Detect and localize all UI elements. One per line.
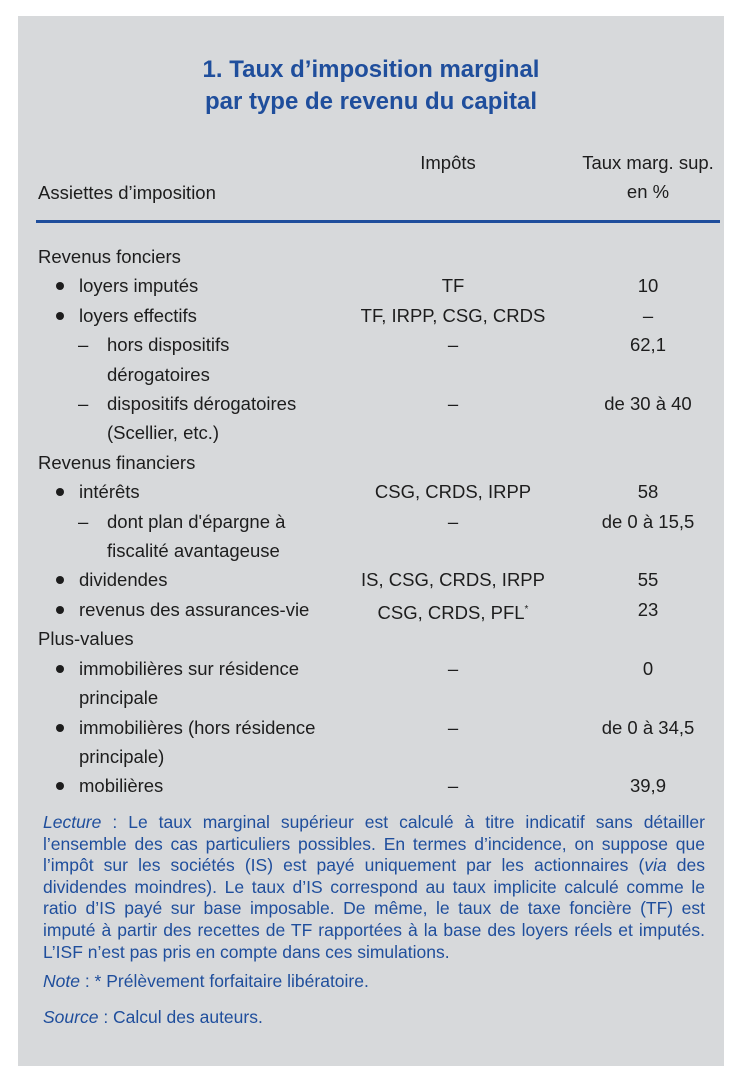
- table-row: [18, 713, 724, 772]
- row-rate: 58: [637, 481, 659, 503]
- lecture-text-1: : Le taux marginal supérieur est calculé à titre indicatif sans détailler l’ensemble des cas particuliers possibles. En termes d’incidence, on suppose que l’impôt sur les sociétés (IS) est payé uniquement par les actionnaires (: [43, 812, 705, 876]
- row-taxes-text: TF, IRPP, CSG, CRDS: [360, 304, 546, 326]
- row-label: [18, 242, 358, 271]
- row-label-line: principale: [79, 687, 159, 709]
- table-row: [18, 624, 724, 653]
- row-label-line: – dont plan d'épargne à: [107, 510, 286, 532]
- row-taxes: [333, 595, 573, 628]
- row-label-line: (Scellier, etc.): [107, 422, 220, 444]
- row-label-line: Revenus fonciers: [38, 246, 181, 267]
- row-taxes-text: –: [447, 393, 459, 415]
- table-row: [18, 301, 724, 330]
- row-label-line: immobilières (hors résidence: [79, 716, 316, 738]
- note-text: : * Prélèvement forfaitaire libératoire.: [79, 971, 369, 992]
- row-label: [18, 477, 379, 506]
- row-rate: de 30 à 40: [604, 393, 692, 415]
- row-rate: 23: [637, 598, 659, 620]
- row-label: [18, 507, 367, 566]
- row-label-line: Revenus financiers: [38, 451, 196, 473]
- row-label: [18, 448, 358, 477]
- source-text: : Calcul des auteurs.: [98, 1006, 263, 1027]
- table-row: [18, 595, 724, 624]
- row-label-line: fiscalité avantageuse: [107, 540, 280, 562]
- source-note: [43, 1007, 705, 1029]
- row-taxes: [333, 654, 573, 683]
- row-taxes: [333, 389, 573, 418]
- header-taxes: Impôts: [420, 152, 476, 173]
- row-taxes: [333, 271, 573, 300]
- table-row: [18, 565, 724, 594]
- row-taxes-text: TF: [441, 275, 465, 297]
- table-row: [18, 389, 724, 448]
- row-rate: 39,9: [629, 775, 666, 797]
- row-taxes: [333, 565, 573, 594]
- row-label-line: mobilières: [79, 775, 164, 797]
- row-label-line: – dispositifs dérogatoires: [107, 393, 297, 415]
- table-notes: [43, 812, 705, 1028]
- row-rate: 62,1: [629, 334, 666, 356]
- row-label-line: immobilières sur résidence: [79, 657, 300, 679]
- row-taxes-text: CSG, CRDS, IRPP: [374, 481, 532, 503]
- row-label: [18, 654, 379, 713]
- row-label: [18, 595, 379, 624]
- row-label-line: loyers imputés: [79, 275, 199, 297]
- row-taxes-text: IS, CSG, CRDS, IRPP: [360, 569, 545, 591]
- row-rate: 10: [637, 275, 659, 297]
- row-rate: de 0 à 34,5: [601, 716, 695, 738]
- table-row: [18, 271, 724, 300]
- table-title: [18, 54, 724, 118]
- header-rate-line-2: en %: [626, 181, 670, 202]
- row-taxes-text: –: [447, 657, 459, 679]
- row-label: [18, 271, 379, 300]
- row-taxes-text: –: [447, 334, 459, 356]
- table-row: [18, 507, 724, 566]
- header-rate-line-1: Taux marg. sup.: [582, 152, 714, 173]
- lecture-text-2: des dividendes moindres). Le taux d’IS correspond au taux implicite calculé comme le ratio d’IS payé sur base imposable. De même, le taux de taxe foncière (TF) est imputé à partir des recettes de TF rapportées à la base des loyers réels et imputés. L’ISF n’est pas pris en compte dans ces simulations.: [43, 855, 705, 962]
- source-label: Source: [43, 1006, 99, 1027]
- row-label: [18, 624, 358, 653]
- row-taxes-text: –: [447, 716, 459, 738]
- header-rate: [573, 148, 723, 206]
- title-line-2: par type de revenu du capital: [204, 88, 538, 115]
- table-row: [18, 477, 724, 506]
- row-label: [18, 771, 379, 800]
- row-label-line: loyers effectifs: [79, 304, 197, 326]
- row-label-line: principale): [79, 745, 165, 767]
- row-taxes-text: –: [447, 510, 459, 532]
- row-label-line: dérogatoires: [107, 363, 210, 385]
- table-body: [18, 242, 724, 801]
- row-label: [18, 713, 379, 772]
- row-label: [18, 301, 379, 330]
- row-rate: 0: [642, 657, 654, 679]
- row-taxes: [333, 507, 573, 536]
- title-line-1: 1. Taux d’imposition marginal: [202, 56, 540, 83]
- footnote-marker: *: [524, 603, 529, 615]
- table-row: [18, 771, 724, 800]
- row-taxes: [333, 477, 573, 506]
- row-taxes: [333, 713, 573, 742]
- row-label: [18, 565, 379, 594]
- table-panel: [18, 16, 724, 1066]
- note-label: Note: [43, 971, 80, 992]
- table-row: [18, 654, 724, 713]
- header-rule: [36, 220, 720, 223]
- table-row: [18, 330, 724, 389]
- row-taxes: [333, 771, 573, 800]
- row-rate: 55: [637, 569, 659, 591]
- row-label-line: – hors dispositifs: [107, 334, 230, 356]
- row-label-line: intérêts: [79, 481, 140, 503]
- row-taxes: [333, 330, 573, 359]
- row-label-line: revenus des assurances-vie: [79, 598, 310, 620]
- lecture-label: Lecture: [43, 812, 102, 832]
- header-base: Assiettes d’imposition: [38, 182, 216, 203]
- row-label-line: Plus-values: [38, 628, 134, 650]
- footnote: [43, 971, 705, 993]
- row-taxes-text: –: [447, 775, 459, 797]
- row-rate: de 0 à 15,5: [601, 510, 695, 532]
- row-label-line: dividendes: [79, 569, 168, 591]
- row-label: [18, 389, 367, 448]
- row-rate: –: [642, 304, 654, 326]
- row-taxes: [333, 301, 573, 330]
- table-row: [18, 242, 724, 271]
- table-row: [18, 448, 724, 477]
- row-taxes-text: CSG, CRDS, PFL: [377, 602, 525, 624]
- row-label: [18, 330, 367, 389]
- lecture-via: via: [644, 855, 667, 876]
- lecture-note: [43, 812, 705, 963]
